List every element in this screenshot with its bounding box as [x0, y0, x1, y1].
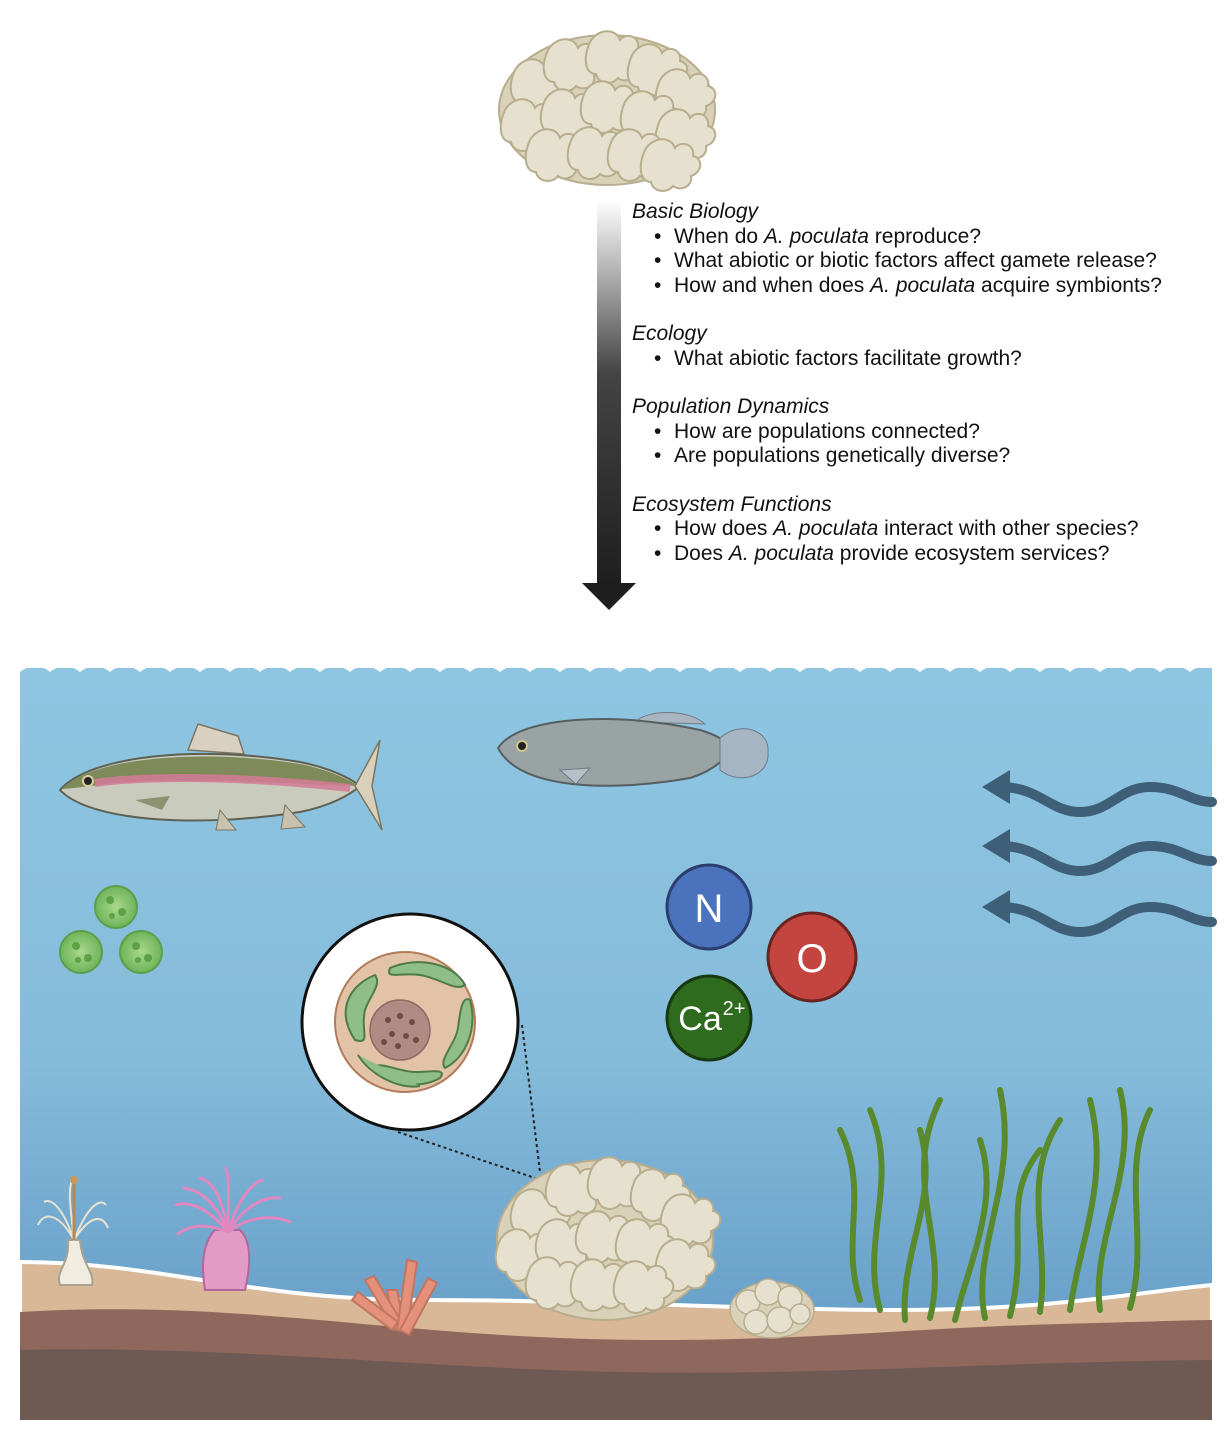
section-population-dynamics — [632, 395, 1222, 469]
question-item: • How and when does A. poculata acquire symbionts? — [654, 274, 1222, 299]
research-direction-arrow — [582, 200, 636, 610]
section-title: Basic Biology — [632, 200, 759, 223]
question-item: • What abiotic or biotic factors affect gamete release? — [654, 249, 1222, 274]
oxygen-ion — [768, 913, 856, 1001]
section-ecology — [632, 322, 1222, 371]
section-ecosystem-functions — [632, 493, 1222, 567]
question-item: • Does A. poculata provide ecosystem services? — [654, 542, 1222, 567]
water-surface-waves — [20, 660, 1220, 672]
coral-colony-top-icon — [499, 31, 715, 191]
svg-text:Ca — [678, 1000, 722, 1038]
calcium-charge-label: 2+ — [722, 998, 746, 1020]
section-title: Ecosystem Functions — [632, 492, 832, 516]
section-basic-biology — [632, 200, 1222, 298]
calcium-label: Ca — [678, 1000, 722, 1038]
question-item: • Are populations genetically diverse? — [654, 444, 1222, 469]
nitrogen-ion — [667, 865, 751, 949]
question-item: • When do A. poculata reproduce? — [654, 225, 1222, 250]
section-title: Population Dynamics — [632, 395, 830, 418]
oxygen-label: O — [796, 937, 828, 981]
question-item: • How does A. poculata interact with other species? — [654, 517, 1222, 542]
question-item: • How are populations connected? — [654, 420, 1222, 445]
section-title: Ecology — [632, 322, 707, 345]
calcium-ion — [667, 976, 751, 1060]
question-item: • What abiotic factors facilitate growth? — [654, 347, 1222, 372]
research-questions-panel — [632, 200, 1222, 590]
nitrogen-label: N — [694, 887, 724, 931]
